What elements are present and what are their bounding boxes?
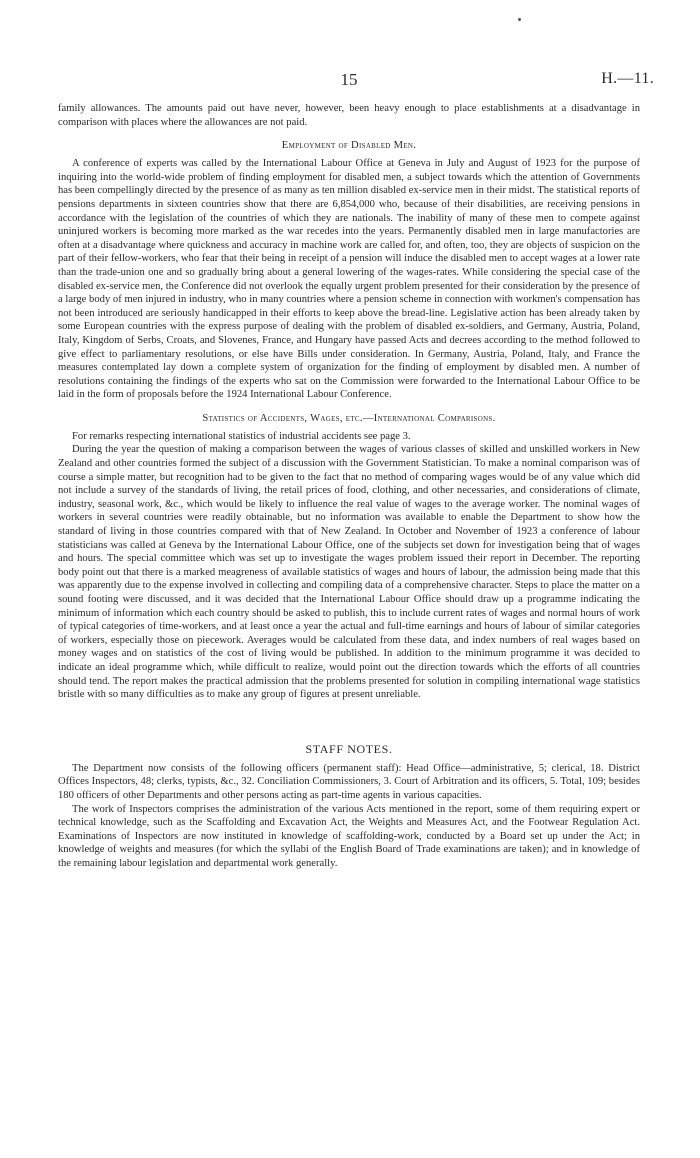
document-reference: H.—11.: [601, 70, 654, 87]
speck-mark: [518, 18, 521, 21]
intro-paragraph: family allowances. The amounts paid out have never, however, been heavy enough to place establishments at a disadvantage in comparison with places where the allowances are not paid.: [58, 103, 640, 128]
paragraph: During the year the question of making a comparison between the wages of various classes of skilled and unskilled workers in New Zealand and other countries formed the subject of a discussion with the Government Statistician. To make a nominal comparison was of course a simple matter, but recognition had to be given to the fact that no method of comparing wages would be of any value which did not include a survey of the standards of living, the retail prices of food, clothing, and other necessaries, and considerations of climate, industry, seasonal work, &c., which would be likely to influence the real value of wages to the average worker. The nominal wages of workers in several countries were readily obtainable, but no information was available to enable the Department to show how the standard of living in those countries compared with that of New Zealand. In October and November of 1923 a conference of labour statisticians was called at Geneva by the International Labour Office, one of the subjects set down for investigation being that of wages and hours. The special committee which was set up to investigate the wages problem issued their report in December. The reporting body point out that there is a marked meagreness of available statistics of wages and hours of labour, the admission being made that this was apparently due to the expense involved in collecting and compiling data of a comprehensive character. Steps to place the matter on a sound footing were discussed, and it was decided that the International Labour Office should draw up a programme indicating the minimum of information which each country should be asked to publish, this to include current rates of wages and normal hours of work of typical categories of time-workers, and at least once a year the actual and full-time earnings and hours of labour of similar categories of workers, especially those on piecework. Averages would be calculated from these data, and index numbers of real wages based on money wages and on statistics of the cost of living would be published. In addition to the minimum programme it was decided to indicate an ideal programme which, while difficult to realize, would point out the direction towards which the efforts of all countries should tend. The report makes the practical admission that the problems presented for solution in compiling international wage statistics bristle with so many difficulties as to make any group of figures at present unreliable.: [58, 444, 640, 701]
page-number: 15: [340, 70, 358, 89]
page-header: [58, 70, 654, 92]
paragraph: A conference of experts was called by the International Labour Office at Geneva in July and August of 1923 for the purpose of inquiring into the world-wide problem of finding employment for disabled men, a subject towards which the attention of Governments has been compellingly directed by the presence of as many as ten million disabled ex-service men in their midst. The statistical reports of pensions departments in sixteen countries show that there are 6,854,000 who, because of their disabilities, are receiving pensions in accordance with the legislation of the countries of which they are nationals. The inability of many of these men to compete against uninjured workers is becoming more marked as the war recedes into the years. Permanently disabled men in large manufactories are often at a disadvantage where quickness and accuracy in machine work are called for, and often, too, they are objects of suspicion on the part of their fellow-workers, who fear that their being in receipt of a pension will induce the disabled men to accept wages at a lower rate than the trade-union one and so gradually bring about a general lowering of the wages-rates. While considering the special case of the disabled ex-service men, the Conference did not overlook the equally urgent problem presented for their consideration by the presence of a large body of men injured in industry, who in many countries where a pension scheme in connection with workmen's compensation has not been introduced are seriously handicapped in their efforts to keep above the bread-line. Legislative action has been already taken by some European countries with the express purpose of dealing with the problem of disabled ex-soldiers, and Germany, Austria, Poland, Italy, Kingdom of Serbs, Croats, and Slovenes, France, and Hungary have passed Acts and decrees according to the method followed to give effect to parliamentary resolutions, or else have Bills under consideration. In Germany, Austria, Poland, Italy, and France the measures contemplated lay down a complete system of organization for the finding of employment by disabled men. A number of resolutions containing the findings of the experts who sat on the Commission were forwarded to the International Labour Office to be laid in the form of proposals before the 1924 International Labour Conference.: [58, 158, 640, 401]
paragraph: The Department now consists of the following officers (permanent staff): Head Office—administrative, 5; clerical, 18. District Offices Inspectors, 48; clerks, typists, &c., 32. Conciliation Commissioners, 3. Court of Arbitration and its officers, 5. Total, 109; besides 180 officers of other Departments and other persons acting as part-time agents in various capacities.: [58, 762, 640, 801]
section-heading-staff-notes: STAFF NOTES.: [305, 741, 393, 756]
section-heading-disabled-men: Employment of Disabled Men.: [281, 140, 417, 152]
section-heading-statistics: Statistics of Accidents, Wages, etc.—International Comparisons.: [202, 412, 496, 424]
paragraph: The work of Inspectors comprises the administration of the various Acts mentioned in the report, some of them requiring expert or technical knowledge, such as the Scaffolding and Excavation Act, the Weights and Measures Act, and the Footwear Regulation Act. Examinations of Inspectors are now instituted in knowledge of scaffolding-work, conducted by a Board set up under the Act; in knowledge of weights and measures (for which the syllabi of the English Board of Trade examinations are taken); and in knowledge of the remaining labour legislation and departmental work generally.: [58, 803, 640, 869]
paragraph: For remarks respecting international statistics of industrial accidents see page 3.: [72, 430, 411, 442]
page-body: [58, 102, 640, 871]
